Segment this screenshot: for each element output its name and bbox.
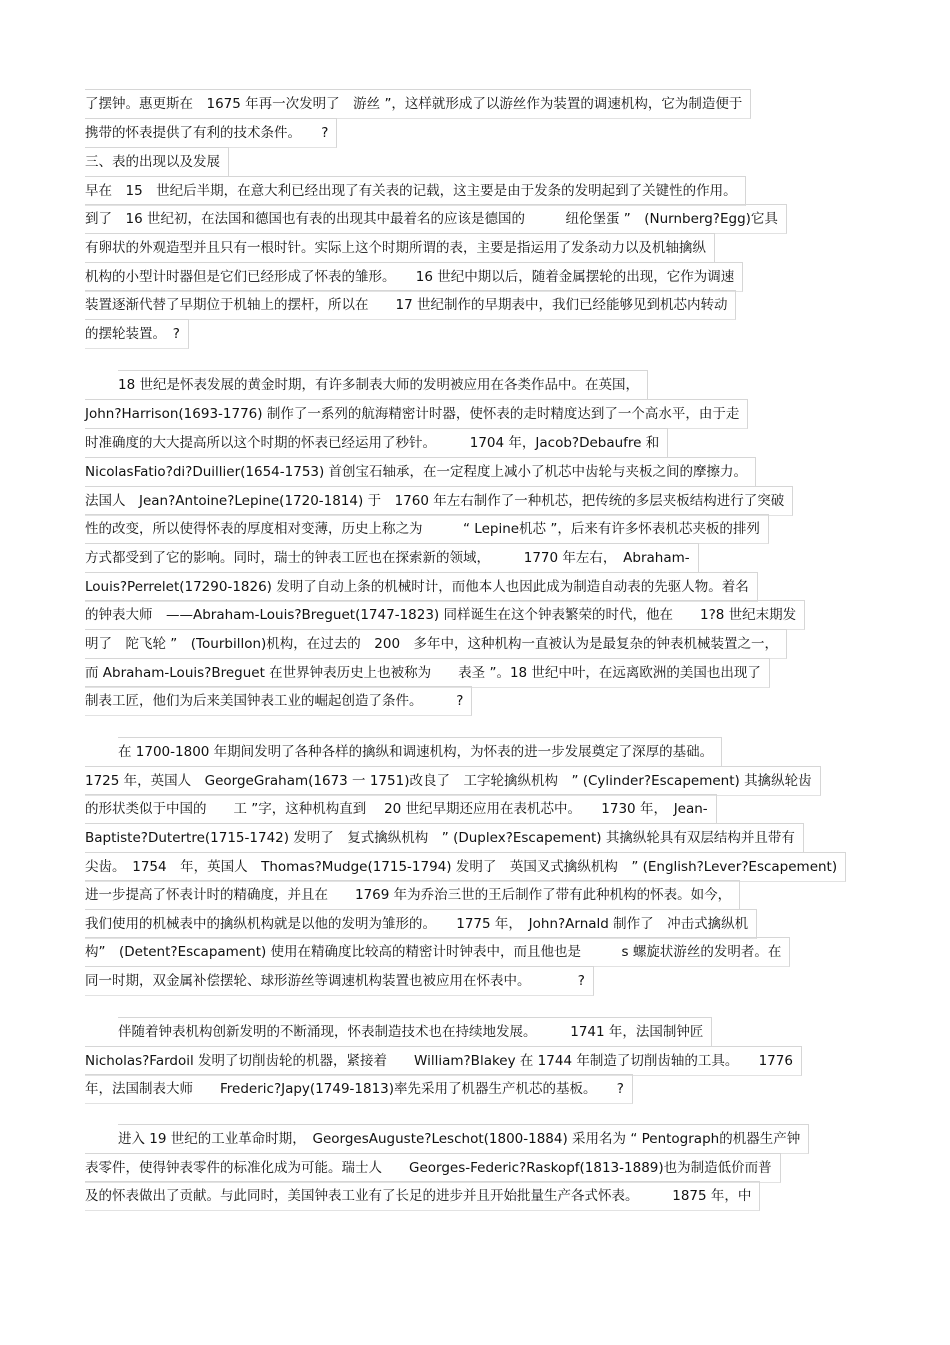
text-line: 尖齿。 1754 年，英国人 Thomas?Mudge(1715-1794) 发明了 英国叉式擒纵机构 ” (English?Lever?Escapement) <box>85 852 846 882</box>
text-line: 时准确度的大大提高所以这个时期的怀表已经运用了秒针。 1704 年，Jacob?Debaufre 和 <box>85 428 668 458</box>
text-line: 表零件，使得钟表零件的标准化成为可能。瑞士人 Georges-Federic?Raskopf(1813-1889)也为制造低价而普 <box>85 1153 781 1183</box>
text-line: 的钟表大师 ——Abraham-Louis?Breguet(1747-1823) 同样诞生在这个钟表繁荣的时代，他在 1?8 世纪末期发 <box>85 600 805 630</box>
text-line: 到了 16 世纪初，在法国和德国也有表的出现其中最着名的应该是德国的 纽伦堡蛋 ” (Nurnberg?Egg)它具 <box>85 204 787 234</box>
text-line: 18 世纪是怀表发展的黄金时期，有许多制表大师的发明被应用在各类作品中。在英国， <box>118 370 648 400</box>
section-heading: 三、表的出现以及发展 <box>85 147 229 177</box>
text-line: 法国人 Jean?Antoine?Lepine(1720-1814) 于 1760 年左右制作了一种机芯，把传统的多层夹板结构进行了突破 <box>85 486 793 516</box>
text-line: 机构的小型计时器但是它们已经形成了怀表的雏形。 16 世纪中期以后，随着金属摆轮的出现，它作为调速 <box>85 262 743 292</box>
text-line: 及的怀表做出了贡献。与此同时，美国钟表工业有了长足的进步并且开始批量生产各式怀表。 1875 年，中 <box>85 1181 760 1211</box>
text-line: 方式都受到了它的影响。同时，瑞士的钟表工匠也在探索新的领域， 1770 年左右， Abraham- <box>85 543 699 573</box>
text-line: 同一时期，双金属补偿摆轮、球形游丝等调速机构装置也被应用在怀表中。 ? <box>85 966 594 996</box>
text-line: Baptiste?Dutertre(1715-1742) 发明了 复式擒纵机构 ” (Duplex?Escapement) 其擒纵轮具有双层结构并且带有 <box>85 823 804 853</box>
text-line: 性的改变，所以使得怀表的厚度相对变薄，历史上称之为 “ Lepine机芯 ”，后来有许多怀表机芯夹板的排列 <box>85 514 769 544</box>
text-line: 我们使用的机械表中的擒纵机构就是以他的发明为雏形的。 1775 年， John?Arnald 制作了 冲击式擒纵机 <box>85 909 757 939</box>
text-line: NicolasFatio?di?Duillier(1654-1753) 首创宝石轴承，在一定程度上减小了机芯中齿轮与夹板之间的摩擦力。 <box>85 457 756 487</box>
text-line: 年，法国制表大师 Frederic?Japy(1749-1813)率先采用了机器生产机芯的基板。 ? <box>85 1074 633 1104</box>
text-line: 在 1700-1800 年期间发明了各种各样的擒纵和调速机构，为怀表的进一步发展奠定了深厚的基础。 <box>118 737 722 767</box>
text-line: 进入 19 世纪的工业革命时期， GeorgesAuguste?Leschot(1800-1884) 采用名为 “ Pentograph的机器生产钟 <box>118 1124 809 1154</box>
text-line: 了摆钟。惠更斯在 1675 年再一次发明了 游丝 ”，这样就形成了以游丝作为装置的调速机构，它为制造便于 <box>85 89 751 119</box>
text-line: 制表工匠，他们为后来美国钟表工业的崛起创造了条件。 ? <box>85 686 472 716</box>
text-line: 有卵状的外观造型并且只有一根时针。实际上这个时期所谓的表，主要是指运用了发条动力以及机轴擒纵 <box>85 233 715 263</box>
text-line: 进一步提高了怀表计时的精确度，并且在 1769 年为乔治三世的王后制作了带有此种机构的怀表。如今， <box>85 880 740 910</box>
text-line: 构” (Detent?Escapament) 使用在精确度比较高的精密计时钟表中，而且他也是 s 螺旋状游丝的发明者。在 <box>85 937 790 967</box>
text-line: Nicholas?Fardoil 发明了切削齿轮的机器，紧接着 William?Blakey 在 1744 年制造了切削齿轴的工具。 1776 <box>85 1046 802 1076</box>
text-line: Louis?Perrelet(17290-1826) 发明了自动上条的机械时计，而他本人也因此成为制造自动表的先驱人物。着名 <box>85 572 758 602</box>
text-line: 明了 陀飞轮 ” (Tourbillon)机构，在过去的 200 多年中，这种机构一直被认为是最复杂的钟表机械装置之一， <box>85 629 787 659</box>
text-line: 的形状类似于中国的 工 ”字，这种机构直到 20 世纪早期还应用在表机芯中。 1730 年， Jean- <box>85 794 717 824</box>
text-line: 装置逐渐代替了早期位于机轴上的摆杆，所以在 17 世纪制作的早期表中，我们已经能够见到机芯内转动 <box>85 290 736 320</box>
text-line: 早在 15 世纪后半期，在意大利已经出现了有关表的记载，这主要是由于发条的发明起到了关键性的作用。 <box>85 176 746 206</box>
text-line: 携带的怀表提供了有利的技术条件。 ? <box>85 118 337 148</box>
text-line: 伴随着钟表机构创新发明的不断涌现，怀表制造技术也在持续地发展。 1741 年，法国制钟匠 <box>118 1017 712 1047</box>
text-line: 而 Abraham-Louis?Breguet 在世界钟表历史上也被称为 表圣 ”。18 世纪中叶，在远离欧洲的美国也出现了 <box>85 658 770 688</box>
text-line: John?Harrison(1693-1776) 制作了一系列的航海精密计时器，使怀表的走时精度达到了一个高水平，由于走 <box>85 399 748 429</box>
text-line: 的摆轮装置。 ? <box>85 319 189 349</box>
text-line: 1725 年，英国人 GeorgeGraham(1673 一 1751)改良了 工字轮擒纵机构 ” (Cylinder?Escapement) 其擒纵轮齿 <box>85 766 821 796</box>
